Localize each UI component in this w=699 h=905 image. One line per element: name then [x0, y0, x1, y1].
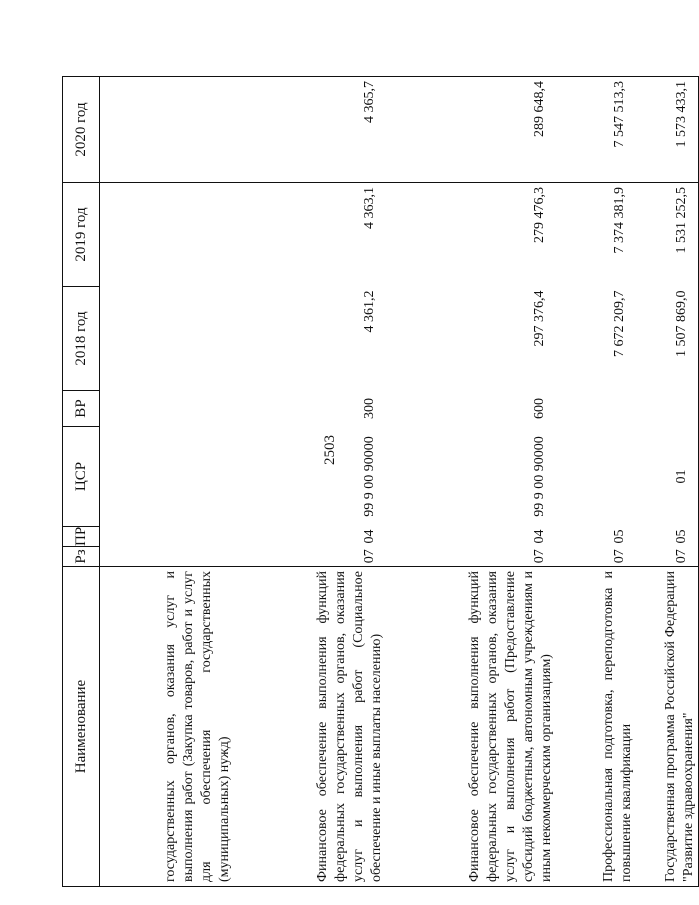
- row-pr: 05: [612, 529, 627, 544]
- row-2019: [100, 183, 235, 287]
- table-row: [100, 77, 235, 887]
- row-csr: 01: [636, 427, 699, 527]
- table-row: [234, 77, 386, 887]
- table-row: [636, 77, 699, 887]
- header-2018: 2018 год: [63, 287, 100, 391]
- row-2018: 1 507 869,0: [636, 287, 699, 391]
- row-vr: [636, 391, 699, 427]
- row-rz: 07: [234, 547, 386, 567]
- row-2019: 4 363,1: [362, 187, 377, 229]
- budget-table-rotated: [62, 77, 696, 887]
- row-2019: 279 476,3: [532, 187, 547, 243]
- row-2020: 4 365,7: [234, 77, 386, 183]
- row-2018: 7 672 209,7: [612, 290, 627, 357]
- row-vr: 300: [362, 398, 377, 419]
- row-name: Профессиональная подготовка, переподготовка и повышение квалификации: [556, 567, 636, 887]
- row-vr: [100, 391, 235, 427]
- table-header: [63, 77, 100, 887]
- header-2020: 2020 год: [63, 77, 100, 183]
- row-name: Государственная программа Российской Федерации "Развитие здравоохранения": [636, 567, 699, 887]
- table-row: [556, 77, 636, 887]
- row-csr: [556, 427, 636, 527]
- row-vr: [556, 391, 636, 427]
- row-csr: 99 9 00 90000: [362, 436, 377, 517]
- row-rz: [100, 547, 235, 567]
- page-number: 2503: [322, 435, 338, 465]
- row-2018: 4 361,2: [362, 290, 377, 333]
- row-2018: [100, 287, 235, 391]
- header-vr: ВР: [63, 391, 100, 427]
- row-pr: [100, 527, 235, 547]
- row-rz: 07: [556, 547, 636, 567]
- row-2019: 1 531 252,5: [636, 183, 699, 287]
- row-2019: 7 374 381,9: [612, 187, 627, 254]
- row-2020: [100, 77, 235, 183]
- row-rz: 07: [386, 547, 556, 567]
- header-rz: Рз: [63, 547, 100, 567]
- row-name: государственных органов, оказания услуг и выполнения работ (Закупка товаров, работ и услуг для обеспечения государственных (муниципальных) нужд): [100, 567, 235, 887]
- row-vr: 600: [532, 398, 547, 419]
- row-csr: [100, 427, 235, 527]
- row-pr: 04: [532, 529, 547, 544]
- row-2018: 297 376,4: [532, 290, 547, 347]
- header-pr: ПР: [63, 527, 100, 547]
- row-2020: 7 547 513,3: [556, 77, 636, 183]
- row-rz: 07: [636, 547, 699, 567]
- header-2019: 2019 год: [63, 183, 100, 287]
- budget-table: [62, 76, 699, 887]
- header-name: Наименование: [63, 567, 100, 887]
- row-csr: 99 9 00 90000: [532, 436, 547, 517]
- row-name: Финансовое обеспечение выполнения функций федеральных государственных органов, оказания услуг и выполнения работ (Социальное обеспечение и иные выплаты населению): [234, 567, 386, 887]
- row-pr: 04: [362, 529, 377, 544]
- row-2020: 1 573 433,1: [636, 77, 699, 183]
- row-pr: 05: [636, 527, 699, 547]
- table-row: [386, 77, 556, 887]
- row-name: Финансовое обеспечение выполнения функций федеральных государственных органов, оказания услуг и выполнения работ (Предоставление субсидий бюджетным, автономным учреждениям и иным некоммерческим организациям): [386, 567, 556, 887]
- header-csr: ЦСР: [63, 427, 100, 527]
- row-2020: 289 648,4: [386, 77, 556, 183]
